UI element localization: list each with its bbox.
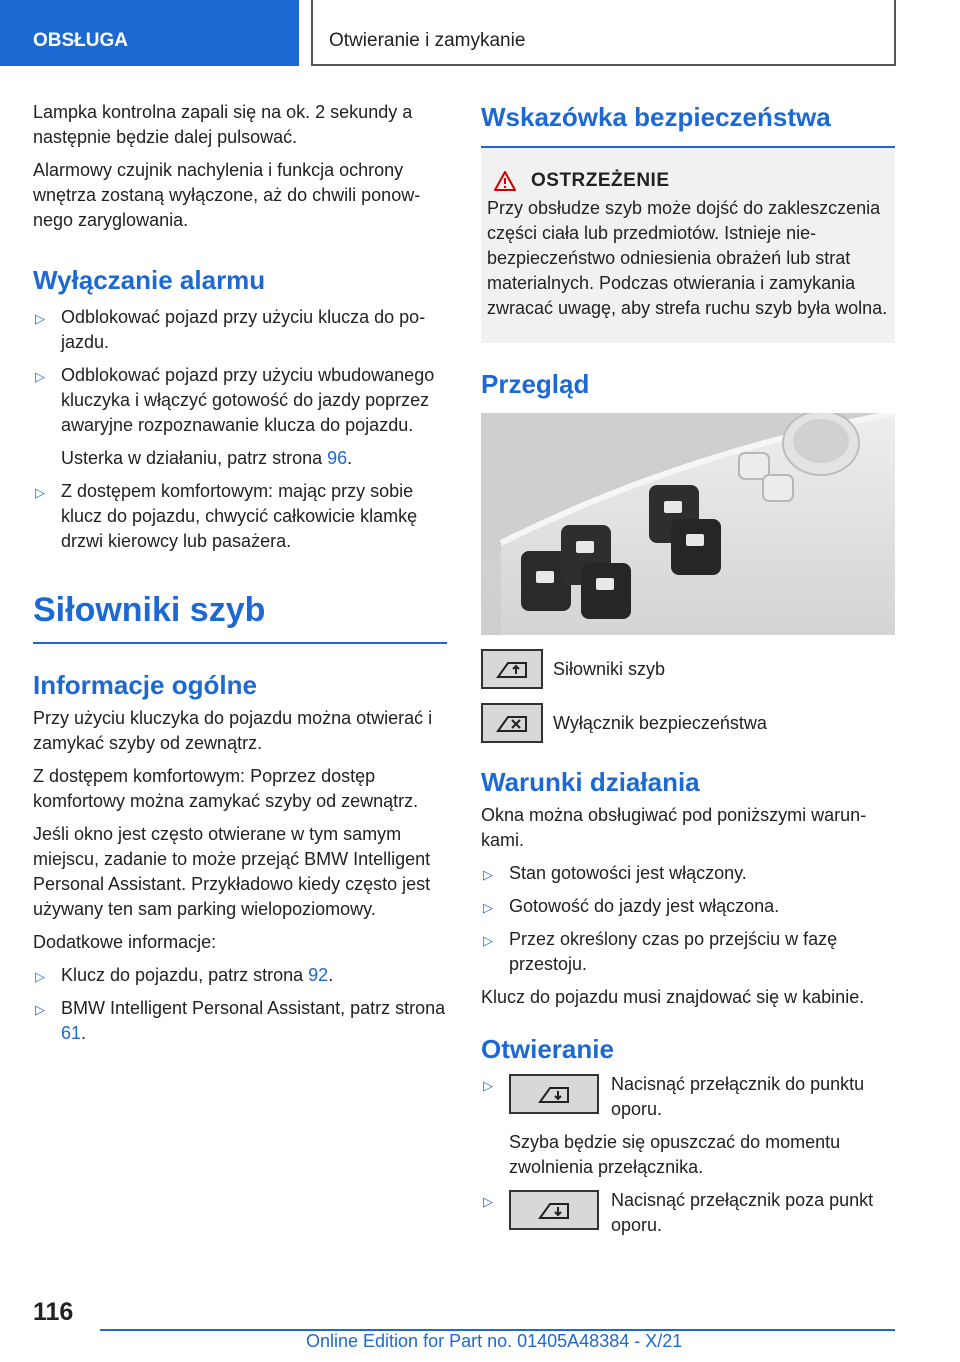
step-text: Nacisnąć przełącznik poza punkt oporu.	[611, 1190, 874, 1235]
overview-heading: Przegląd	[481, 369, 590, 399]
legend-label: Wyłącznik bezpieczeństwa	[553, 713, 767, 733]
list-item	[481, 1188, 895, 1238]
triangle-bullet-icon: ▷	[35, 311, 45, 326]
opening-list	[481, 1072, 895, 1122]
window-switch-panel-image	[481, 413, 895, 635]
list-item	[33, 363, 447, 438]
safety-switch-icon	[481, 703, 543, 743]
triangle-bullet-icon: ▷	[483, 1078, 493, 1093]
more-info-list	[33, 963, 447, 1046]
triangle-bullet-icon: ▷	[483, 867, 493, 882]
main-section-title: Siłowniki szyb	[33, 591, 266, 629]
list-item-text: BMW Intelligent Personal Assistant, patrz strona	[61, 998, 446, 1018]
page-link-92[interactable]: 92	[308, 965, 329, 985]
triangle-bullet-icon: ▷	[483, 933, 493, 948]
opening-list-2	[481, 1188, 895, 1238]
list-item: ▷ BMW Intelligent Personal Assistant, patrz strona 61.	[35, 998, 446, 1043]
opening-heading: Otwieranie	[481, 1034, 614, 1064]
warning-title	[487, 170, 889, 192]
legend-label: Siłowniki szyb	[553, 659, 666, 679]
alarm-off-list	[33, 305, 447, 438]
page-link-61[interactable]: 61	[61, 1023, 82, 1043]
chapter-tab: Otwieranie i zamykanie	[311, 0, 896, 66]
warning-text: Przy obsłudze szyb może dojść do zakleszczenia części ciała lub przedmiotów. Istnieje niebezpieczeństwo odniesienia obrażeń lub strat materialnych. Podczas otwierania i zamykania zwracać uwagę, aby strefa ruchu szyb była wolna.	[487, 198, 888, 318]
conditions-intro: Okna można obsługiwać pod poniższymi warunkami.	[481, 805, 867, 850]
triangle-bullet-icon: ▷	[483, 900, 493, 915]
legend-row-safety-switch	[481, 703, 895, 743]
triangle-bullet-icon: ▷	[35, 969, 45, 984]
page-link-96[interactable]: 96	[327, 448, 348, 468]
alarm-off-heading: Wyłączanie alarmu	[33, 265, 266, 295]
triangle-bullet-icon: ▷	[35, 1002, 45, 1017]
list-item	[481, 894, 895, 919]
fault-note: Usterka w działaniu, patrz strona 96.	[61, 448, 353, 468]
left-column	[33, 100, 447, 1054]
page-number: 116	[33, 1298, 74, 1326]
conditions-list	[481, 861, 895, 977]
opening-step-1	[509, 1072, 895, 1122]
edition-footer: Online Edition for Part no. 01405A48384 - X/21	[306, 1331, 683, 1351]
list-item-text: Odblokować pojazd przy użyciu wbudowanego kluczyka i włączyć gotowość do jazdy poprzez awaryjne rozpoznawanie klucza do pojazdu.	[61, 365, 435, 435]
list-item	[481, 927, 895, 977]
opening-note: Szyba będzie się opuszczać do momentu zwolnienia przełącznika.	[509, 1132, 841, 1177]
right-column	[481, 100, 895, 1246]
conditions-heading: Warunki działania	[481, 767, 700, 797]
conditions-outro: Klucz do pojazdu musi znajdować się w kabinie.	[481, 987, 865, 1007]
list-item	[481, 1072, 895, 1122]
list-item	[33, 479, 447, 554]
triangle-bullet-icon: ▷	[483, 1194, 493, 1209]
general-paragraph: Jeśli okno jest często otwierane w tym samym miejscu, zadanie to może przejąć BMW Intelligent Personal Assistant. Przykładowo kiedy często jest używany ten sam parking wielopoziomowy.	[33, 824, 431, 919]
window-switch-icon	[509, 1074, 599, 1114]
general-paragraph: Przy użyciu kluczyka do pojazdu można otwierać i zamykać szyby od zewnątrz.	[33, 708, 433, 753]
legend-row-window-switch	[481, 649, 895, 689]
triangle-bullet-icon: ▷	[35, 485, 45, 500]
warning-box	[481, 148, 895, 343]
alarm-off-list-2	[33, 479, 447, 554]
warning-triangle-icon	[493, 170, 517, 192]
warning-label: OSTRZEŻENIE	[531, 170, 670, 191]
list-item	[33, 305, 447, 355]
list-item-text: Odblokować pojazd przy użyciu klucza do pojazdu.	[61, 307, 426, 352]
step-text: Nacisnąć przełącznik do punktu oporu.	[611, 1074, 865, 1119]
list-item-text: Gotowość do jazdy jest włączona.	[509, 896, 780, 916]
triangle-bullet-icon: ▷	[35, 369, 45, 384]
fault-note-text: Usterka w działaniu, patrz strona	[61, 448, 323, 468]
general-paragraph: Z dostępem komfortowym: Poprzez dostęp komfortowy można zamykać szyby od zewnątrz.	[33, 766, 419, 811]
list-item	[481, 861, 895, 886]
opening-step-2	[509, 1188, 895, 1238]
window-switch-icon	[481, 649, 543, 689]
list-item: ▷ Klucz do pojazdu, patrz strona 92.	[33, 963, 447, 988]
list-item-text: Przez określony czas po przejściu w fazę przestoju.	[509, 929, 838, 974]
safety-heading: Wskazówka bezpieczeństwa	[481, 102, 831, 132]
list-item-text: Z dostępem komfortowym: mając przy sobie klucz do pojazdu, chwycić całkowicie klamkę drzwi kierowcy lub pasażera.	[61, 481, 418, 551]
intro-paragraph-2: Alarmowy czujnik nachylenia i funkcja ochrony wnętrza zostaną wyłączone, aż do chwili ponownego zaryglowania.	[33, 160, 421, 230]
intro-paragraph-1: Lampka kontrolna zapali się na ok. 2 sekundy a następnie będzie dalej pulsować.	[33, 102, 413, 147]
general-info-heading: Informacje ogólne	[33, 670, 257, 700]
general-paragraph: Dodatkowe informacje:	[33, 932, 217, 952]
section-tab: OBSŁUGA	[0, 0, 299, 66]
window-switch-icon	[509, 1190, 599, 1230]
section-divider	[33, 642, 447, 644]
list-item-text: Klucz do pojazdu, patrz strona	[61, 965, 304, 985]
list-item-text: Stan gotowości jest włączony.	[509, 863, 747, 883]
